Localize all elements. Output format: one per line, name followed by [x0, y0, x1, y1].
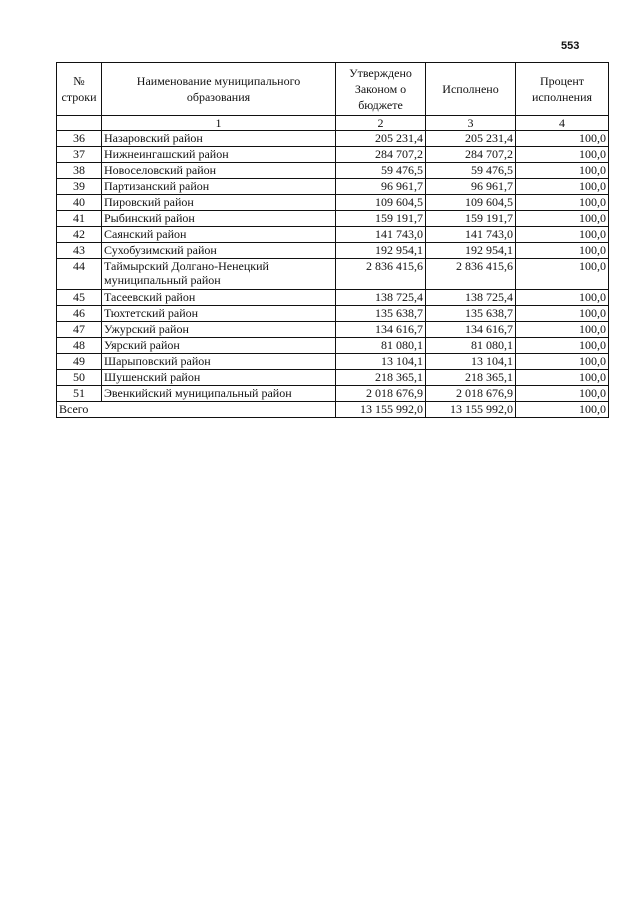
table-row — [57, 370, 609, 386]
column-number: 4 — [516, 116, 609, 131]
municipality-name: Таймырский Долгано-Ненецкий муниципальный район — [102, 259, 336, 290]
row-number: 41 — [57, 211, 102, 227]
approved-amount: 109 604,5 — [336, 195, 426, 211]
approved-amount: 284 707,2 — [336, 147, 426, 163]
page-number: 553 — [561, 40, 580, 52]
table-row — [57, 290, 609, 306]
table-row — [57, 259, 609, 290]
executed-amount: 13 104,1 — [426, 354, 516, 370]
approved-amount: 2 836 415,6 — [336, 259, 426, 290]
column-number: 3 — [426, 116, 516, 131]
row-number: 46 — [57, 306, 102, 322]
municipality-name: Эвенкийский муниципальный район — [102, 386, 336, 402]
execution-percent: 100,0 — [516, 147, 609, 163]
executed-amount: 159 191,7 — [426, 211, 516, 227]
row-number: 44 — [57, 259, 102, 290]
total-approved: 13 155 992,0 — [336, 402, 426, 418]
row-number: 47 — [57, 322, 102, 338]
row-number: 42 — [57, 227, 102, 243]
total-label: Всего — [57, 402, 336, 418]
approved-amount: 141 743,0 — [336, 227, 426, 243]
table-row — [57, 131, 609, 147]
municipality-name: Нижнеингашский район — [102, 147, 336, 163]
row-number: 50 — [57, 370, 102, 386]
row-number: 45 — [57, 290, 102, 306]
table-row — [57, 227, 609, 243]
table-row — [57, 243, 609, 259]
executed-amount: 141 743,0 — [426, 227, 516, 243]
approved-amount: 159 191,7 — [336, 211, 426, 227]
execution-percent: 100,0 — [516, 227, 609, 243]
municipality-name: Пировский район — [102, 195, 336, 211]
municipality-name: Саянский район — [102, 227, 336, 243]
executed-amount: 135 638,7 — [426, 306, 516, 322]
municipality-name: Партизанский район — [102, 179, 336, 195]
execution-percent: 100,0 — [516, 163, 609, 179]
row-number: 36 — [57, 131, 102, 147]
total-percent: 100,0 — [516, 402, 609, 418]
municipality-name: Сухобузимский район — [102, 243, 336, 259]
execution-percent: 100,0 — [516, 386, 609, 402]
executed-amount: 109 604,5 — [426, 195, 516, 211]
header-percent: Процент исполнения — [516, 63, 609, 116]
approved-amount: 218 365,1 — [336, 370, 426, 386]
executed-amount: 59 476,5 — [426, 163, 516, 179]
execution-percent: 100,0 — [516, 354, 609, 370]
row-number: 39 — [57, 179, 102, 195]
executed-amount: 205 231,4 — [426, 131, 516, 147]
executed-amount: 284 707,2 — [426, 147, 516, 163]
table-row — [57, 147, 609, 163]
header-name: Наименование муниципального образования — [102, 63, 336, 116]
column-number-row — [57, 116, 609, 131]
table-row — [57, 386, 609, 402]
execution-percent: 100,0 — [516, 338, 609, 354]
column-number: 2 — [336, 116, 426, 131]
table-row — [57, 322, 609, 338]
execution-percent: 100,0 — [516, 243, 609, 259]
table-header-row — [57, 63, 609, 116]
approved-amount: 81 080,1 — [336, 338, 426, 354]
approved-amount: 205 231,4 — [336, 131, 426, 147]
row-number: 37 — [57, 147, 102, 163]
table-row — [57, 338, 609, 354]
approved-amount: 138 725,4 — [336, 290, 426, 306]
approved-amount: 2 018 676,9 — [336, 386, 426, 402]
table-row — [57, 306, 609, 322]
executed-amount: 2 018 676,9 — [426, 386, 516, 402]
row-number: 40 — [57, 195, 102, 211]
executed-amount: 218 365,1 — [426, 370, 516, 386]
total-executed: 13 155 992,0 — [426, 402, 516, 418]
municipality-name: Назаровский район — [102, 131, 336, 147]
executed-amount: 192 954,1 — [426, 243, 516, 259]
executed-amount: 134 616,7 — [426, 322, 516, 338]
executed-amount: 2 836 415,6 — [426, 259, 516, 290]
execution-percent: 100,0 — [516, 259, 609, 290]
executed-amount: 138 725,4 — [426, 290, 516, 306]
approved-amount: 59 476,5 — [336, 163, 426, 179]
executed-amount: 81 080,1 — [426, 338, 516, 354]
municipality-name: Ужурский район — [102, 322, 336, 338]
execution-percent: 100,0 — [516, 179, 609, 195]
total-row — [57, 402, 609, 418]
table-row — [57, 179, 609, 195]
header-executed: Исполнено — [426, 63, 516, 116]
budget-execution-table — [56, 62, 609, 418]
table-row — [57, 163, 609, 179]
execution-percent: 100,0 — [516, 195, 609, 211]
municipality-name: Тюхтетский район — [102, 306, 336, 322]
table-row — [57, 195, 609, 211]
table-body — [57, 131, 609, 402]
execution-percent: 100,0 — [516, 306, 609, 322]
column-number: 1 — [102, 116, 336, 131]
execution-percent: 100,0 — [516, 290, 609, 306]
municipality-name: Новоселовский район — [102, 163, 336, 179]
municipality-name: Уярский район — [102, 338, 336, 354]
table-row — [57, 354, 609, 370]
row-number: 43 — [57, 243, 102, 259]
municipality-name: Шарыповский район — [102, 354, 336, 370]
header-row-no: № строки — [57, 63, 102, 116]
table-row — [57, 211, 609, 227]
header-approved: Утверждено Законом о бюджете — [336, 63, 426, 116]
municipality-name: Тасеевский район — [102, 290, 336, 306]
execution-percent: 100,0 — [516, 322, 609, 338]
row-number: 51 — [57, 386, 102, 402]
approved-amount: 134 616,7 — [336, 322, 426, 338]
approved-amount: 192 954,1 — [336, 243, 426, 259]
row-number: 48 — [57, 338, 102, 354]
execution-percent: 100,0 — [516, 211, 609, 227]
row-number: 49 — [57, 354, 102, 370]
execution-percent: 100,0 — [516, 370, 609, 386]
executed-amount: 96 961,7 — [426, 179, 516, 195]
approved-amount: 96 961,7 — [336, 179, 426, 195]
approved-amount: 135 638,7 — [336, 306, 426, 322]
row-number: 38 — [57, 163, 102, 179]
approved-amount: 13 104,1 — [336, 354, 426, 370]
execution-percent: 100,0 — [516, 131, 609, 147]
column-number-blank — [57, 116, 102, 131]
municipality-name: Рыбинский район — [102, 211, 336, 227]
municipality-name: Шушенский район — [102, 370, 336, 386]
